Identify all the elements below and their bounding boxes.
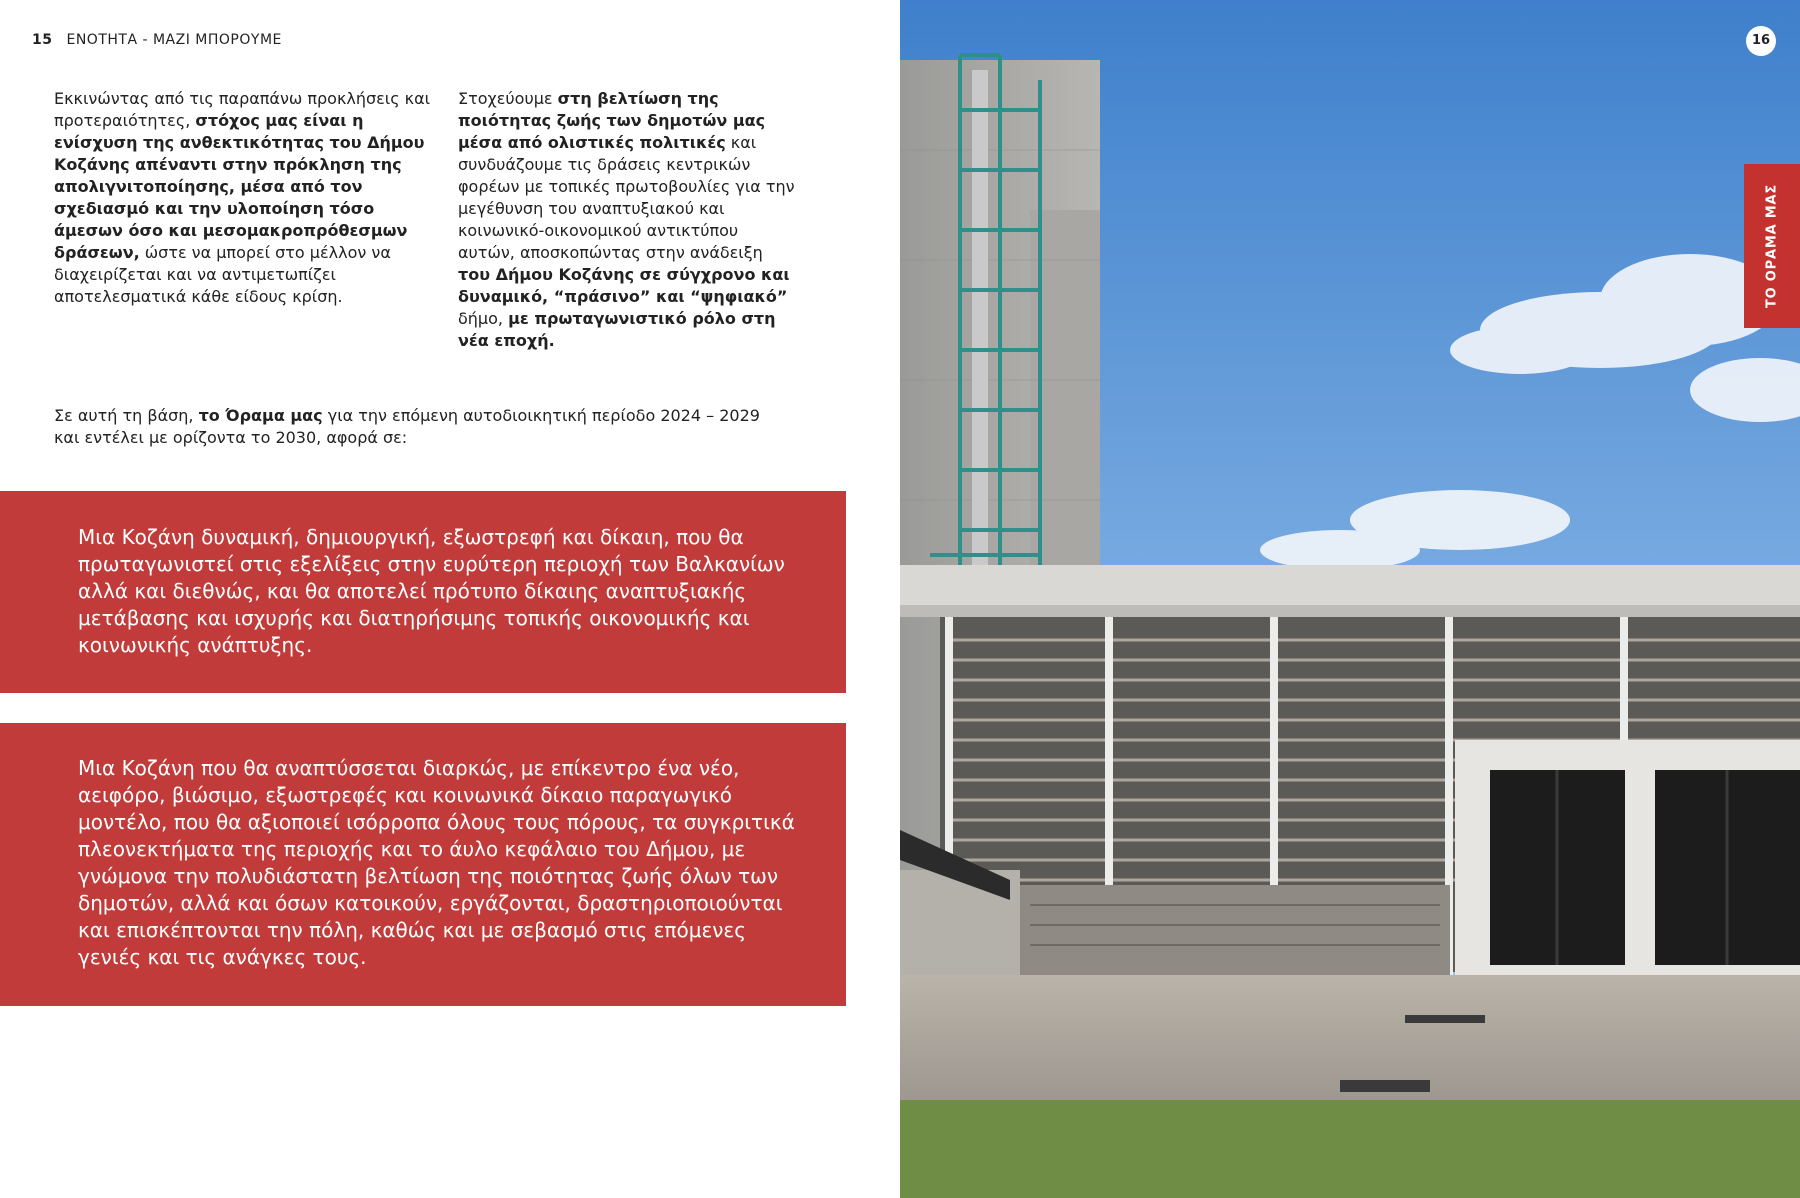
- intro-column-1: [54, 88, 434, 308]
- section-side-tab[interactable]: [1744, 164, 1800, 328]
- bold-text-run: του Δήμου Κοζάνης σε σύγχρονο και δυναμικό, “πράσινο” και “ψηφιακό”: [458, 265, 790, 306]
- page-number-right: 16: [1746, 26, 1776, 56]
- vision-statement-1: Μια Κοζάνη δυναμική, δημιουργική, εξωστρεφή και δίκαιη, που θα πρωταγωνιστεί στις εξελίξεις στην ευρύτερη περιοχή των Βαλκανίων αλλά και διεθνώς, και θα αποτελεί πρότυπο δίκαιης αναπτυξιακής μετάβασης και ισχυρής και διατηρήσιμης τοπικής οικονομικής και κοινωνικής ανάπτυξης.: [78, 525, 785, 657]
- page-number-left: 15: [32, 32, 53, 48]
- text-run: δήμο,: [458, 309, 509, 328]
- text-run: Εκκινώντας από τις παραπάνω προκλήσεις και προτεραιότητες,: [54, 89, 431, 130]
- text-run: και συνδυάζουμε τις δράσεις κεντρικών φορέων με τοπικές πρωτοβουλίες για την μεγέθυνση του αναπτυξιακού και κοινωνικό-οικονομικού αντικτύπου αυτών, αποσκοπώντας στην ανάδειξη: [458, 133, 795, 262]
- bold-text-run: στη βελτίωση της ποιότητας ζωής των δημοτών μας μέσα από ολιστικές πολιτικές: [458, 89, 766, 152]
- building-roof: [900, 565, 1800, 610]
- bold-text-run: με πρωταγωνιστικό ρόλο στη νέα εποχή.: [458, 309, 776, 350]
- vision-box-2: [0, 723, 846, 1006]
- text-run: για την επόμενη αυτοδιοικητική περίοδο 2024 – 2029 και εντέλει με ορίζοντα το 2030, αφορά σε:: [54, 406, 760, 447]
- text-run: ώστε να μπορεί στο μέλλον να διαχειρίζεται και να αντιμετωπίζει αποτελεσματικά κάθε είδους κρίση.: [54, 243, 391, 306]
- chimney: [972, 70, 988, 580]
- bold-text-run: το Όραμα μας: [198, 406, 323, 425]
- grass: [900, 1100, 1800, 1198]
- vision-box-1: [0, 491, 846, 693]
- side-tab-label: ΤΟ ΟΡΑΜΑ ΜΑΣ: [1764, 183, 1780, 309]
- text-run: Στοχεύουμε: [458, 89, 558, 108]
- planter: [1020, 885, 1450, 975]
- building-photo: [900, 0, 1800, 1198]
- right-page-photo: [900, 0, 1800, 1198]
- bold-text-run: στόχος μας είναι η ενίσχυση της ανθεκτικότητας του Δήμου Κοζάνης απέναντι στην πρόκληση της απολιγνιτοποίησης, μέσα από τον σχεδιασμό και την υλοποίηση τόσο άμεσων όσο και μεσομακροπρόθεσμων δράσεων,: [54, 111, 425, 262]
- text-run: Σε αυτή τη βάση,: [54, 406, 199, 425]
- section-title: ΕΝΟΤΗΤΑ - ΜΑΖΙ ΜΠΟΡΟΥΜΕ: [66, 32, 282, 48]
- vision-intro-paragraph: [54, 405, 774, 449]
- intro-column-2: [458, 88, 798, 352]
- vision-statement-2: Μια Κοζάνη που θα αναπτύσσεται διαρκώς, με επίκεντρο ένα νέο, αειφόρο, βιώσιμο, εξωστρεφές και κοινωνικά δίκαιο παραγωγικό μοντέλο, που θα αξιοποιεί ισόρροπα όλους τους πόρους, τα συγκριτικά πλεονεκτήματα της περιοχής και το άυλο κεφάλαιο του Δήμου, με γνώμονα την πολυδιάστατη βελτίωση της ποιότητας ζωής όλων των δημοτών, αλλά και όσων κατοικούν, εργάζονται, δραστηριοποιούνται και επισκέπτονται την πόλη, καθώς και με σεβασμό στις επόμενες γενιές και τις ανάγκες τους.: [78, 756, 795, 969]
- page-header: [32, 32, 282, 48]
